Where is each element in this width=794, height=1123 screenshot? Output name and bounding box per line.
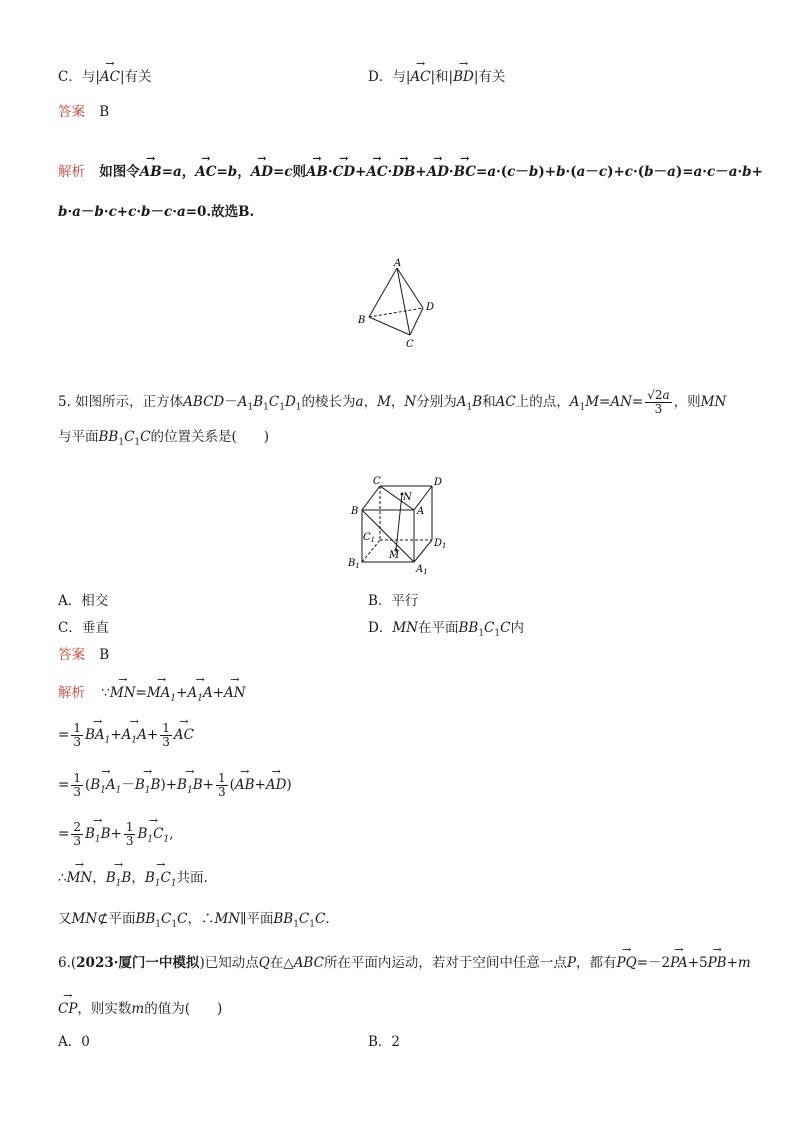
q5-step4: = $\frac{2}{3}$ → $B_1B+$ $\frac{1}{3}$ → $B_1C_1$,: [58, 821, 174, 848]
cube-figure: [340, 472, 460, 577]
q6-option-a: A．0: [58, 1034, 90, 1050]
label-C: C: [373, 476, 381, 487]
label-D: D: [434, 477, 443, 488]
q4-answer: [58, 100, 109, 120]
analysis-label: 解析: [58, 164, 85, 180]
label-A: A: [394, 258, 402, 269]
q5-step6: 又MN⊄平面$BB_1C_1C$，∴MN∥平面$BB_1C_1C$.: [58, 911, 330, 930]
q5-stem-line2: 与平面$BB_1C_1C$的位置关系是( ): [58, 429, 270, 448]
q5-stem-line1: 5. 如图所示，正方体$ABCD-A_1B_1C_1D_1$的棱长为a，M，N分别为$A_1B$和AC上的点，$A_1M=AN=$ $\frac{√2a}{3}$ ，则MN: [58, 388, 727, 416]
label-B: B: [351, 506, 359, 517]
tetrahedron-figure: [350, 255, 440, 350]
q5-step5: ∴→ MN，→ $B_1B$，→ $B_1C_1$共面.: [58, 866, 208, 889]
q4-analysis-line1: 解析 如图令→ AB=a，→ AC=b，→ AD=c则→ AB·→ CD+→ AC·→ DB+→ AD·→ BC=a·(c－b)+b·(a－c)+c·(b－a)=a·c－a·b+: [58, 160, 763, 180]
label-D1: $D_1$: [434, 538, 447, 550]
label-B: B: [358, 315, 366, 326]
analysis-label: 解析: [58, 685, 85, 701]
answer-value: B: [99, 647, 110, 663]
answer-label: 答案: [58, 647, 85, 663]
q5-option-d: D．MN在平面$BB_1C_1C$内: [368, 620, 524, 639]
q6-stem-line2: → CP，则实数m的值为( ): [58, 997, 222, 1017]
label-D: D: [426, 302, 435, 313]
label-B1: $B_1$: [348, 558, 360, 570]
q4-option-d: D．与|→ AC|和|→ BD|有关: [368, 65, 505, 85]
answer-label: 答案: [58, 104, 85, 120]
q6-stem-line1: 6.(2023·厦门一中模拟)已知动点Q在△ABC所在平面内运动，若对于空间中任意一点P，都有→ PQ=－2→ PA+5→ PB+m: [58, 951, 751, 971]
label-A: A: [417, 506, 425, 517]
label-M: M: [389, 550, 400, 561]
q5-option-b: B．平行: [368, 593, 419, 609]
q6-option-b: B．2: [368, 1034, 401, 1050]
label-A1: $A_1$: [416, 564, 428, 576]
q4-analysis-line2: b·a－b·c+c·b－c·a=0.故选B.: [58, 204, 255, 220]
label-C: C: [406, 339, 414, 350]
q4-option-c: C．与|→ AC|有关: [58, 65, 152, 85]
q5-step3: = $\frac{1}{3}$ (→ $B_1A_1-\to B_1B)+\to B_1B+$ $\frac{1}{3}$ (→ AB+→ AD): [58, 772, 292, 799]
q5-answer: [58, 643, 109, 663]
q5-option-a: A．相交: [58, 593, 109, 609]
q5-step2: = $\frac{1}{3}$ → $BA_1+\to A_1A+$ $\frac{1}{3}$ → AC: [58, 722, 194, 749]
answer-value: B: [99, 104, 110, 120]
label-N: N: [403, 492, 412, 503]
q5-step1: 解析 ∵→ $MN=\to MA_1+\to A_1A+\to$ AN: [58, 681, 246, 704]
label-C1: $C_1$: [363, 532, 376, 544]
q5-option-c: C．垂直: [58, 620, 109, 636]
